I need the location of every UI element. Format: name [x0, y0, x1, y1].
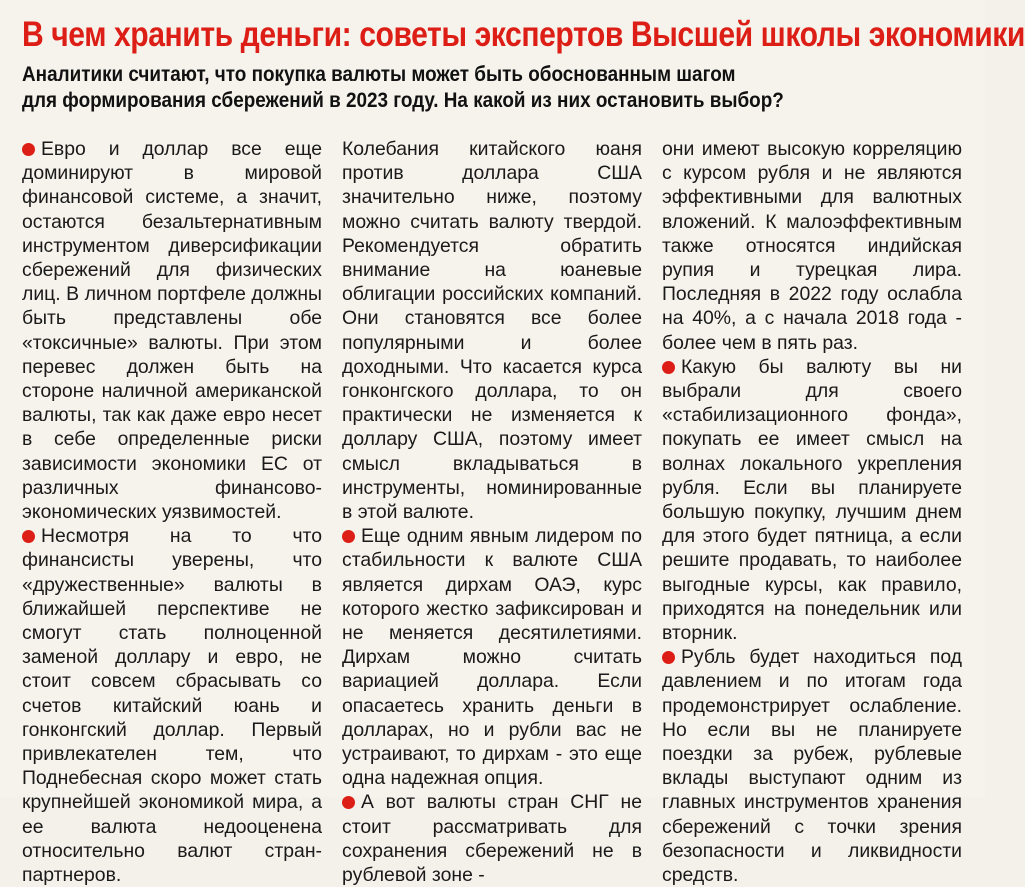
- column-2: [342, 137, 642, 887]
- paragraph: [662, 137, 962, 355]
- paragraph-text: Какую бы валюту вы ни выбрали для своего «стабилизационного фонда», покупать ее имеет смысл на волнах локального укрепления рубля. Если вы планируете большую покупку, лучшим днем для этого будет пятница, а если решите продавать, то наиболее выгодные курсы, как правило, приходятся на понедельник или вторник.: [662, 355, 962, 645]
- paragraph: [342, 790, 642, 887]
- paragraph: [342, 137, 642, 524]
- bullet-icon: [342, 530, 355, 543]
- paragraph: [22, 524, 322, 887]
- paragraph-text: Рубль будет находиться под давлением и по итогам года продемонстрирует ослабление. Но если вы не планируете поездки за рубеж, рублевые вклады выступают одним из главных инструментов хранения сбережений с точки зрения безопасности и ликвидности средств.: [662, 646, 962, 887]
- paragraph-text: Евро и доллар все еще доминируют в мировой финансовой системе, а значит, остаются безальтернативным инструментом диверсификации сбережений для физических лиц. В личном портфеле должны быть представлены обе «токсичные» валюты. При этом перевес должен быть на стороне наличной американской валюты, так как даже евро несет в себе определенные риски зависимости экономики ЕС от различных финансово-экономических уязвимостей.: [22, 138, 322, 524]
- paragraph-text: Еще одним явным лидером по стабильности к валюте США является дирхам ОАЭ, курс которого жестко зафиксирован и не меняется десятилетиями. Дирхам можно считать вариацией доллара. Если опасаетесь хранить деньги в долларах, но и рубли вас не устраивают, то дирхам - это еще одна надежная опция.: [342, 525, 642, 790]
- paragraph: [22, 137, 322, 524]
- column-3: [662, 137, 962, 887]
- paragraph: [662, 645, 962, 887]
- paragraph-text: Колебания китайского юаня против доллара США значительно ниже, поэтому можно считать валюту твердой. Рекомендуется обратить внимание на юаневые облигации российских компаний. Они становятся все более популярными и более доходными. Что касается курса гонконгского доллара, то он практически не изменяется к доллару США, поэтому имеет смысл вкладываться в инструменты, номинированные в этой валюте.: [342, 138, 642, 524]
- article-columns: [22, 137, 965, 887]
- headline: В чем хранить деньги: советы экспертов Высшей школы экономики: [22, 15, 1025, 54]
- paragraph-text: они имеют высокую корреляцию с курсом рубля и не являются эффективными для валютных вложений. К малоэффективным также относятся индийская рупия и турецкая лира. Последняя в 2022 году ослабла на 40%, а с начала 2018 года - более чем в пять раз.: [662, 138, 962, 354]
- bullet-icon: [22, 143, 35, 156]
- paragraph-text: А вот валюты стран СНГ не стоит рассматривать для сохранения сбережений не в рублевой зоне -: [342, 791, 642, 887]
- paragraph: [342, 524, 642, 790]
- bullet-icon: [342, 796, 355, 809]
- subheadline: Аналитики считают, что покупка валюты может быть обоснованным шагом для формирования сбережений в 2023 году. На какой из них остановить выбор?: [22, 63, 784, 112]
- column-1: [22, 137, 322, 887]
- paragraph-text: Несмотря на то что финансисты уверены, что «дружественные» валюты в ближайшей перспективе не смогут стать полноценной заменой доллару и евро, не стоит совсем сбрасывать со счетов китайский юань и гонконгский доллар. Первый привлекателен тем, что Поднебесная скоро может стать крупнейшей экономикой мира, а ее валюта недооценена относительно валют стран-партнеров.: [22, 525, 322, 887]
- bullet-icon: [662, 361, 675, 374]
- bullet-icon: [22, 530, 35, 543]
- bullet-icon: [662, 651, 675, 664]
- paragraph: [662, 355, 962, 645]
